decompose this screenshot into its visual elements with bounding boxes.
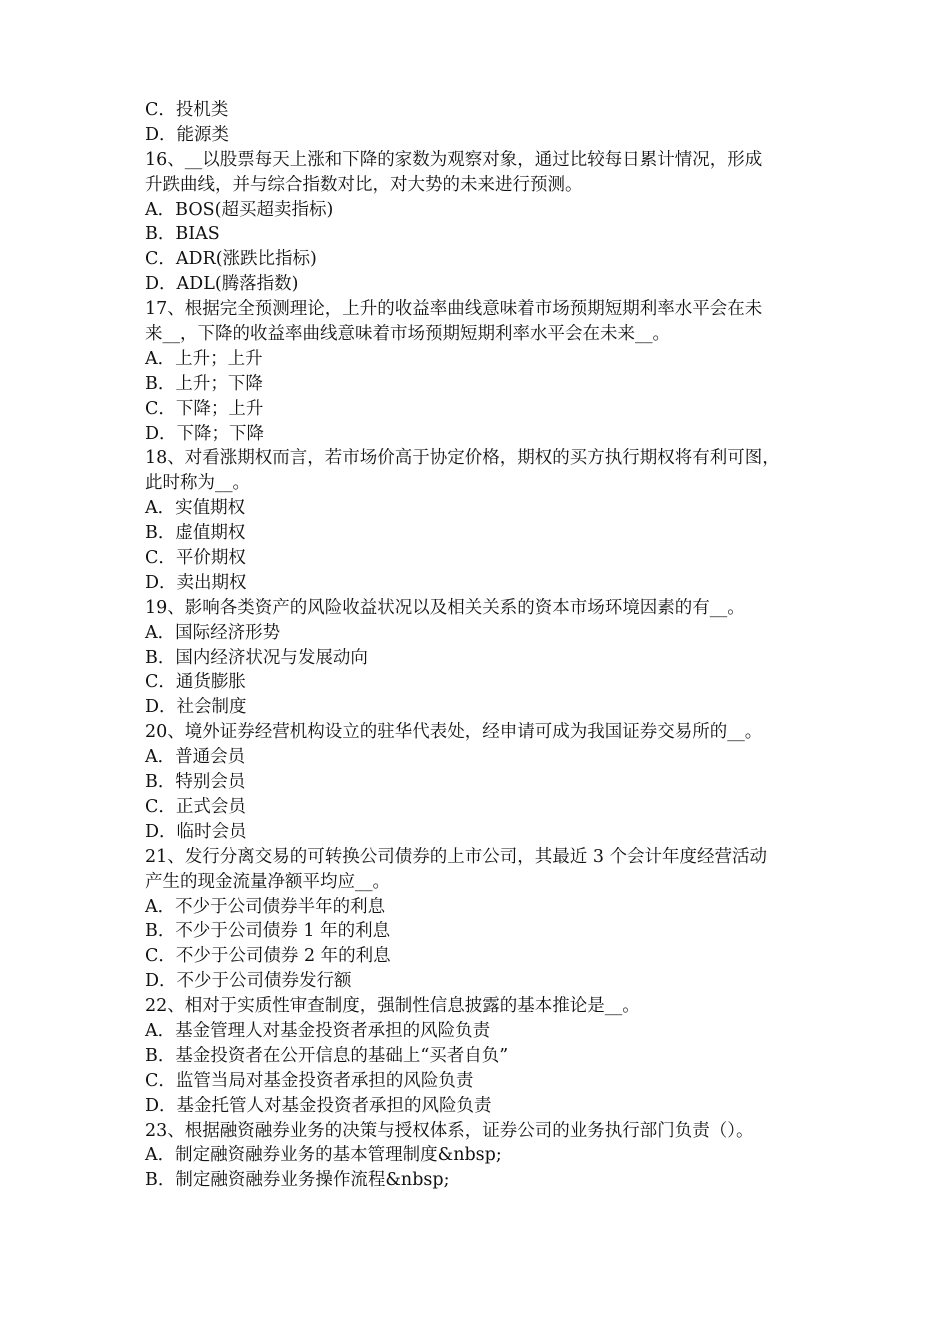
option-c-speculative: C．投机类 xyxy=(145,100,229,120)
question-23-line-1: 23、根据融资融券业务的决策与授权体系，证券公司的业务执行部门负责（）。 xyxy=(145,1120,754,1141)
question-22-option-d: D．基金托管人对基金投资者承担的风险负责 xyxy=(145,1095,492,1116)
question-18-option-a: A．实值期权 xyxy=(145,498,246,519)
question-17-option-c: C．下降；上升 xyxy=(145,398,264,419)
question-16-option-a: A．BOS(超买超卖指标) xyxy=(145,199,334,220)
question-17-option-a: A．上升；上升 xyxy=(145,348,263,369)
question-17-option-b: B．上升；下降 xyxy=(145,373,263,394)
question-16-option-b: B．BIAS xyxy=(145,224,220,245)
question-20-option-c: C．正式会员 xyxy=(145,796,246,817)
question-16-line-1: 16、__以股票每天上涨和下降的家数为观察对象，通过比较每日累计情况，形成 xyxy=(145,149,763,170)
question-22-option-b: B．基金投资者在公开信息的基础上“买者自负” xyxy=(145,1045,509,1066)
question-16-line-2: 升跌曲线，并与综合指数对比，对大势的未来进行预测。 xyxy=(145,174,583,195)
question-21-option-b: B．不少于公司债券 1 年的利息 xyxy=(145,921,391,942)
question-17-line-2: 来__，下降的收益率曲线意味着市场预期短期利率水平会在未来__。 xyxy=(145,324,670,345)
question-21-option-c: C．不少于公司债券 2 年的利息 xyxy=(145,946,391,967)
question-20-option-b: B．特别会员 xyxy=(145,772,246,793)
question-17-option-d: D．下降；下降 xyxy=(145,423,265,444)
question-19-option-c: C．通货膨胀 xyxy=(145,672,246,693)
question-22-option-a: A．基金管理人对基金投资者承担的风险负责 xyxy=(145,1020,491,1041)
question-18-option-d: D．卖出期权 xyxy=(145,572,247,593)
question-23-option-a: A．制定融资融券业务的基本管理制度&nbsp; xyxy=(145,1145,502,1166)
question-19-option-b: B．国内经济状况与发展动向 xyxy=(145,647,368,668)
question-18-option-c: C．平价期权 xyxy=(145,548,246,569)
question-21-line-1: 21、发行分离交易的可转换公司债券的上市公司，其最近 3 个会计年度经营活动 xyxy=(145,846,768,867)
question-20-option-a: A．普通会员 xyxy=(145,747,246,768)
question-21-option-a: A．不少于公司债券半年的利息 xyxy=(145,896,386,917)
document-page xyxy=(145,98,810,1193)
question-19-option-a: A．国际经济形势 xyxy=(145,622,281,643)
question-21-option-d: D．不少于公司债券发行额 xyxy=(145,971,352,992)
question-23-option-b: B．制定融资融券业务操作流程&nbsp; xyxy=(145,1170,450,1191)
question-18-option-b: B．虚值期权 xyxy=(145,523,246,544)
question-18-line-2: 此时称为__。 xyxy=(145,473,250,494)
question-20-line-1: 20、境外证券经营机构设立的驻华代表处，经申请可成为我国证券交易所的__。 xyxy=(145,722,763,743)
question-21-line-2: 产生的现金流量净额平均应__。 xyxy=(145,871,390,892)
question-19-option-d: D．社会制度 xyxy=(145,697,247,718)
question-16-option-d: D．ADL(腾落指数) xyxy=(145,274,299,295)
question-17-line-1: 17、根据完全预测理论，上升的收益率曲线意味着市场预期短期利率水平会在未 xyxy=(145,299,763,320)
question-19-line-1: 19、影响各类资产的风险收益状况以及相关关系的资本市场环境因素的有__。 xyxy=(145,597,745,618)
question-16-option-c: C．ADR(涨跌比指标) xyxy=(145,249,317,270)
question-22-option-c: C．监管当局对基金投资者承担的风险负责 xyxy=(145,1070,474,1091)
option-d-energy: D．能源类 xyxy=(145,124,230,145)
question-22-line-1: 22、相对于实质性审查制度，强制性信息披露的基本推论是__。 xyxy=(145,996,640,1017)
question-18-line-1: 18、对看涨期权而言，若市场价高于协定价格，期权的买方执行期权将有利可图， xyxy=(145,448,780,469)
question-20-option-d: D．临时会员 xyxy=(145,821,247,842)
